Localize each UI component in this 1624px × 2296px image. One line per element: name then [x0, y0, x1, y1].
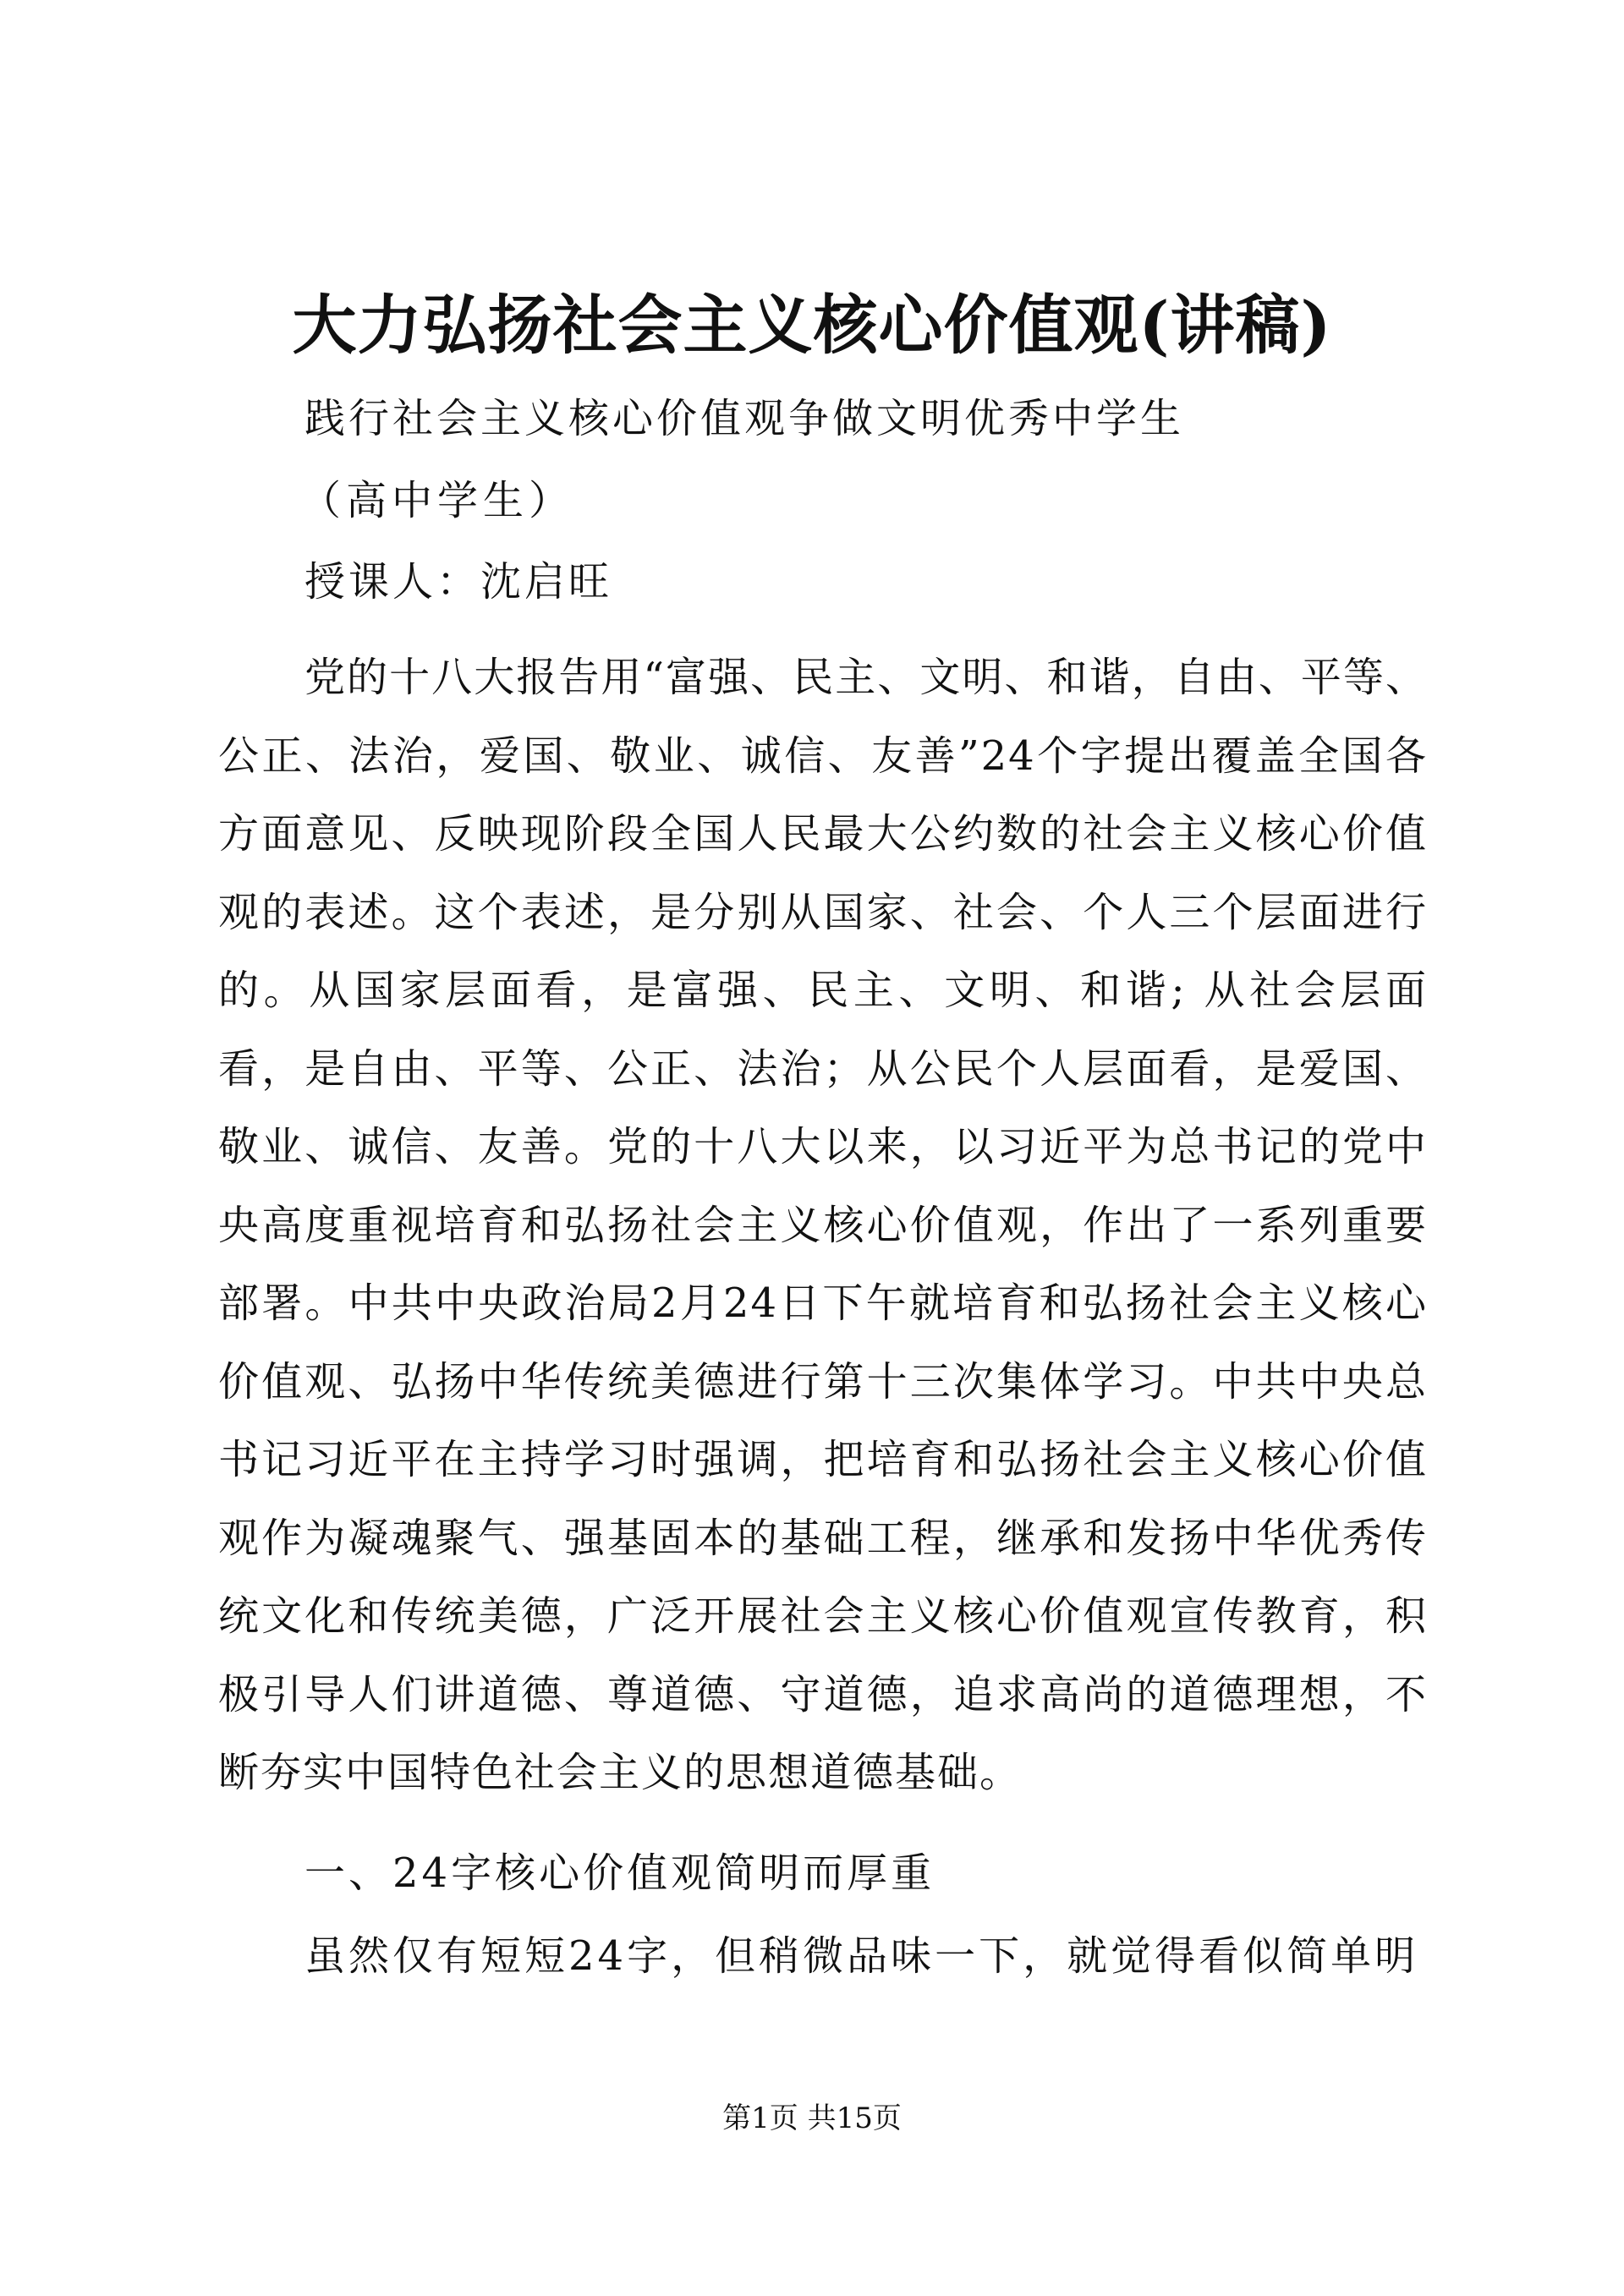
document-subtitle: 践行社会主义核心价值观争做文明优秀中学生 — [304, 395, 1185, 442]
audience-label: （高中学生） — [300, 477, 575, 524]
section-heading: 一、24字核心价值观简明而厚重 — [304, 1849, 935, 1897]
lecturer-line: 授课人：沈启旺 — [304, 558, 613, 606]
body-paragraph: 党的十八大报告用“富强、民主、文明、和谐，自由、平等、公正、法治，爱国、敬业、诚信、友善”24个字提出覆盖全国各方面意见、反映现阶段全国人民最大公约数的社会主义核心价值观的表述。这个表述，是分别从国家、社会、个人三个层面进行的。从国家层面看，是富强、民主、文明、和谐; 从社会层面看，是自由、平等、公正、法治；从公民个人层面看，是爱国、敬业、诚信、友善。党的十八大以来，以习近平为总书记的党中央高度重视培育和弘扬社会主义核心价值观，作出了一系列重要部署。中共中央政治局2月24日下午就培育和弘扬社会主义核心价值观、弘扬中华传统美德进行第十三次集体学习。中共中央总书记习近平在主持学习时强调，把培育和弘扬社会主义核心价值观作为凝魂聚气、强基固本的基础工程，继承和发扬中华优秀传统文化和传统美德，广泛开展社会主义核心价值观宣传教育，积极引导人们讲道德、尊道德、守道德，追求高尚的道德理想，不断夯实中国特色社会主义的思想道德基础。 — [218, 654, 1428, 1796]
section-opening-text: 虽然仅有短短24字，但稍微品味一下，就觉得看似简单明 — [304, 1932, 1419, 1980]
document-title: 大力弘扬社会主义核心价值观(讲稿) — [292, 288, 1332, 363]
page-number-footer: 第1页 共15页 — [722, 2101, 902, 2135]
